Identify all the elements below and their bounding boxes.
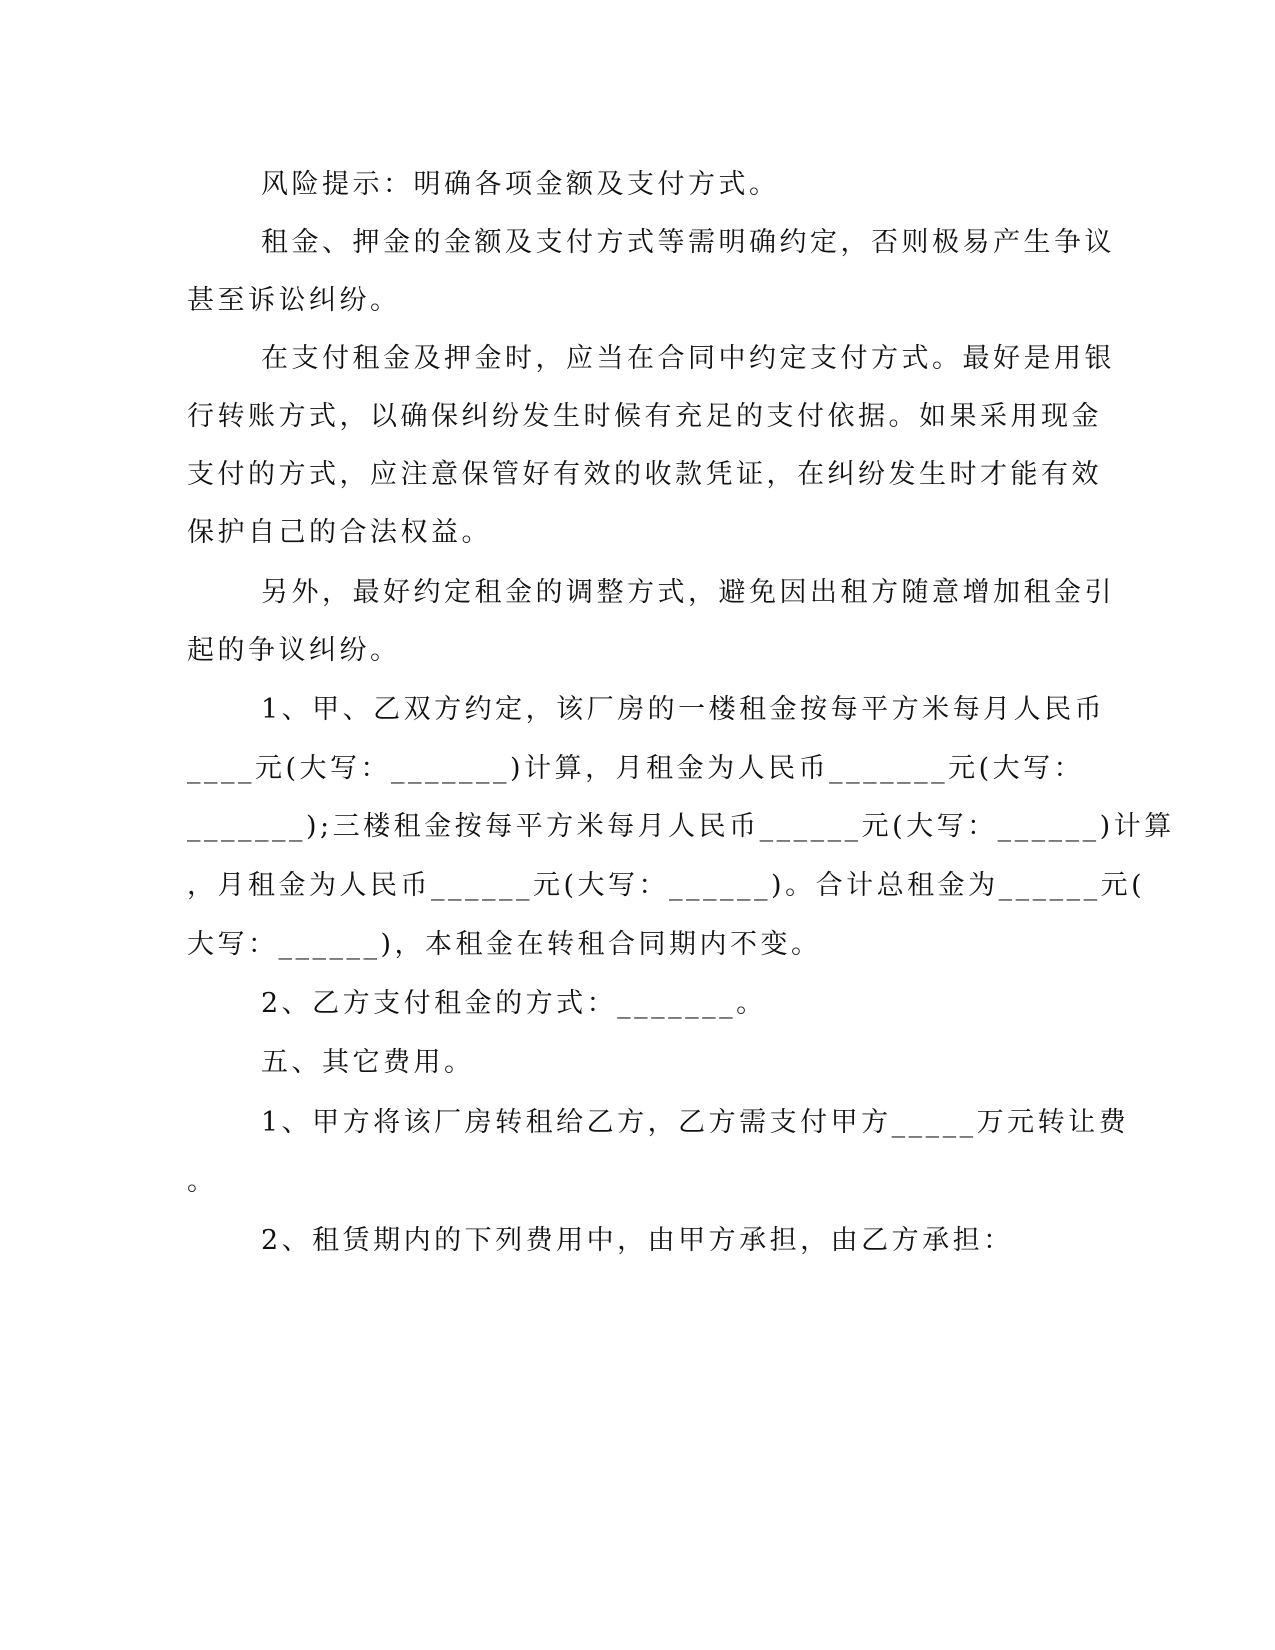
section-heading: 五、其它费用。 (261, 1047, 475, 1078)
risk-tip-heading: 风险提示：明确各项金额及支付方式。 (261, 169, 780, 200)
paragraph-line: 租金、押金的金额及支付方式等需明确约定，否则极易产生争议 (261, 227, 1115, 258)
paragraph-line: 保护自己的合法权益。 (187, 517, 492, 548)
paragraph-line: 另外，最好约定租金的调整方式，避免因出租方随意增加租金引 (261, 577, 1115, 608)
clause-line: ，月租金为人民币______元(大写：______)。合计总租金为______元( (187, 870, 1146, 901)
paragraph-line: 甚至诉讼纠纷。 (187, 285, 401, 316)
paragraph-line: 在支付租金及押金时，应当在合同中约定支付方式。最好是用银 (261, 343, 1115, 374)
clause-line: ____元(大写：_______)计算，月租金为人民币_______元(大写： (187, 753, 1085, 784)
clause-line: 2、租赁期内的下列费用中，由甲方承担，由乙方承担： (261, 1225, 1014, 1256)
paragraph-line: 行转账方式，以确保纠纷发生时候有充足的支付依据。如果采用现金 (187, 401, 1102, 432)
clause-line: 2、乙方支付租金的方式：_______。 (261, 988, 767, 1019)
paragraph-line: 支付的方式，应注意保管好有效的收款凭证，在纠纷发生时才能有效 (187, 459, 1102, 490)
clause-line: _______);三楼租金按每平方米每月人民币______元(大写：______)计算 (187, 811, 1175, 842)
clause-line: 1、甲、乙双方约定，该厂房的一楼租金按每平方米每月人民币 (261, 694, 1106, 725)
clause-line: 。 (187, 1166, 218, 1197)
clause-line: 1、甲方将该厂房转租给乙方，乙方需支付甲方_____万元转让费 (261, 1107, 1130, 1138)
paragraph-line: 起的争议纠纷。 (187, 635, 401, 666)
clause-line: 大写：______)，本租金在转租合同期内不变。 (187, 929, 822, 960)
